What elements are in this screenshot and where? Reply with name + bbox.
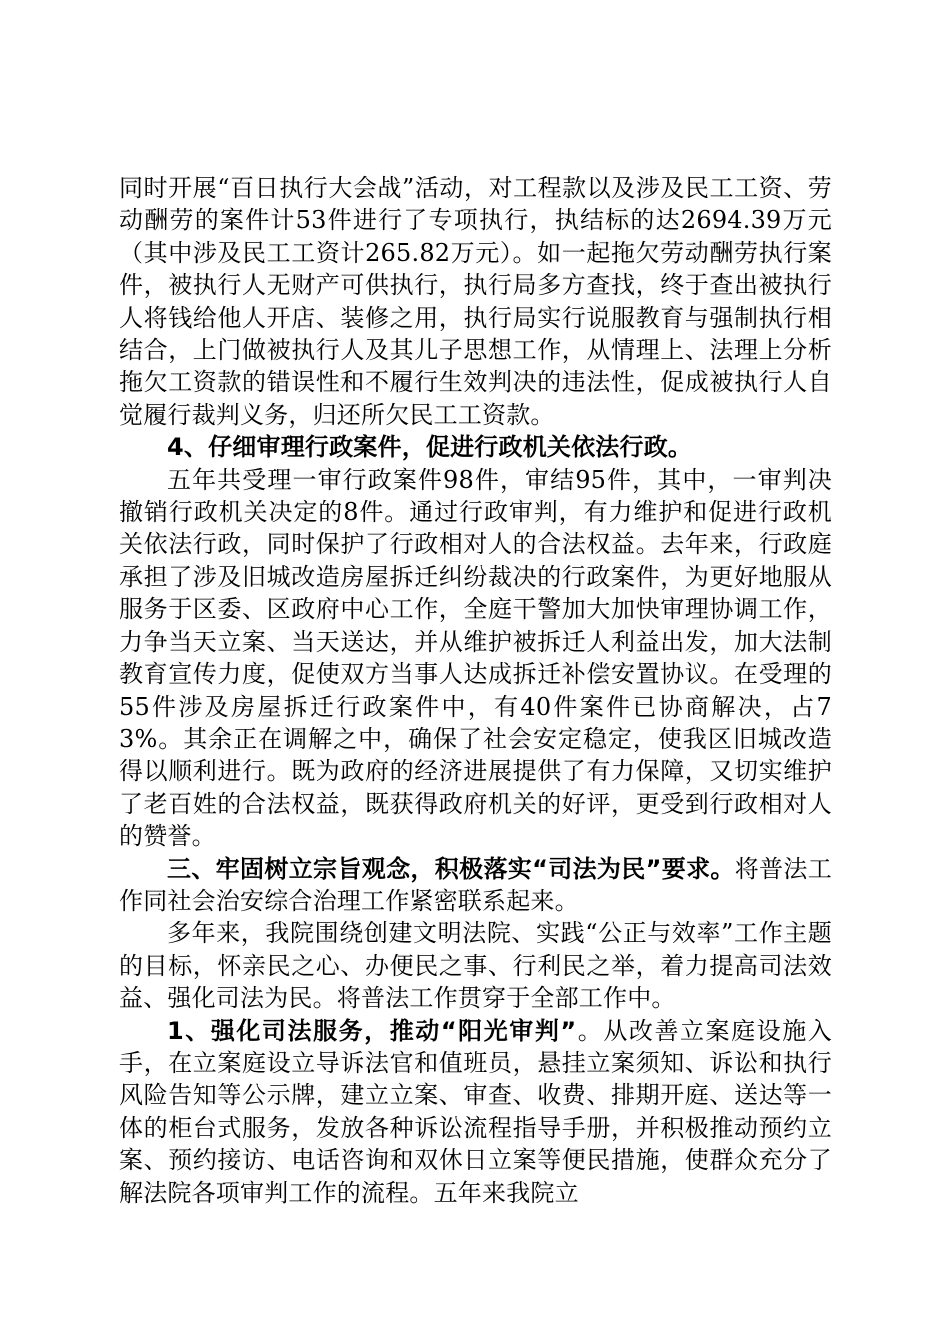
- paragraph-section-three: [119, 853, 832, 918]
- section-three-text: 将普法工作同社会治安综合治理工作紧密联系起来。: [119, 854, 832, 915]
- paragraph-enforcement: 同时开展“百日执行大会战”活动，对工程款以及涉及民工工资、劳动酬劳的案件计53件进行了专项执行，执结标的达2694.39万元（其中涉及民工工资计265.82万元）。如一起拖欠劳动酬劳执行案件，被执行人无财产可供执行，执行局多方查找，终于查出被执行人将钱给他人开店、装修之用，执行局实行说服教育与强制执行相结合，上门做被执行人及其儿子思想工作，从情理上、法理上分析拖欠工资款的错误性和不履行生效判决的违法性，促成被执行人自觉履行裁判义务，归还所欠民工工资款。: [119, 174, 832, 429]
- judicial-service-text: 。从改善立案庭设施入手，在立案庭设立导诉法官和值班员，悬挂立案须知、诉讼和执行风险告知等公示牌，建立立案、审查、收费、排期开庭、送达等一体的柜台式服务，发放各种诉讼流程指导手册，并积极推动预约立案、预约接访、电话咨询和双休日立案等便民措施，使群众充分了解法院各项审判工作的流程。五年来我院立: [119, 1016, 832, 1207]
- heading-administrative-cases: 4、仔细审理行政案件，促进行政机关依法行政。: [167, 433, 693, 462]
- paragraph-judicial-service: [119, 1015, 832, 1209]
- paragraph-court-mission: 多年来，我院围绕创建文明法院、实践“公正与效率”工作主题的目标，怀亲民之心、办便民之事、行利民之举，着力提高司法效益、强化司法为民。将普法工作贯穿于全部工作中。: [119, 919, 832, 1013]
- judicial-service-heading: 1、强化司法服务，推动“阳光审判”: [167, 1016, 577, 1045]
- paragraph-administrative-cases: 五年共受理一审行政案件98件，审结95件，其中，一审判决撤销行政机关决定的8件。通过行政审判，有力维护和促进行政机关依法行政，同时保护了行政相对人的合法权益。去年来，行政庭承担了涉及旧城改造房屋拆迁纠纷裁决的行政案件，为更好地服从服务于区委、区政府中心工作，全庭干警加大加快审理协调工作，力争当天立案、当天送达，并从维护被拆迁人利益出发，加大法制教育宣传力度，促使双方当事人达成拆迁补偿安置协议。在受理的55件涉及房屋拆迁行政案件中，有40件案件已协商解决，占73%。其余正在调解之中，确保了社会安定稳定，使我区旧城改造得以顺利进行。既为政府的经济进展提供了有力保障，又切实维护了老百姓的合法权益，既获得政府机关的好评，更受到行政相对人的赞誉。: [119, 465, 832, 851]
- section-three-heading: 三、牢固树立宗旨观念，积极落实“司法为民”要求。: [167, 854, 735, 883]
